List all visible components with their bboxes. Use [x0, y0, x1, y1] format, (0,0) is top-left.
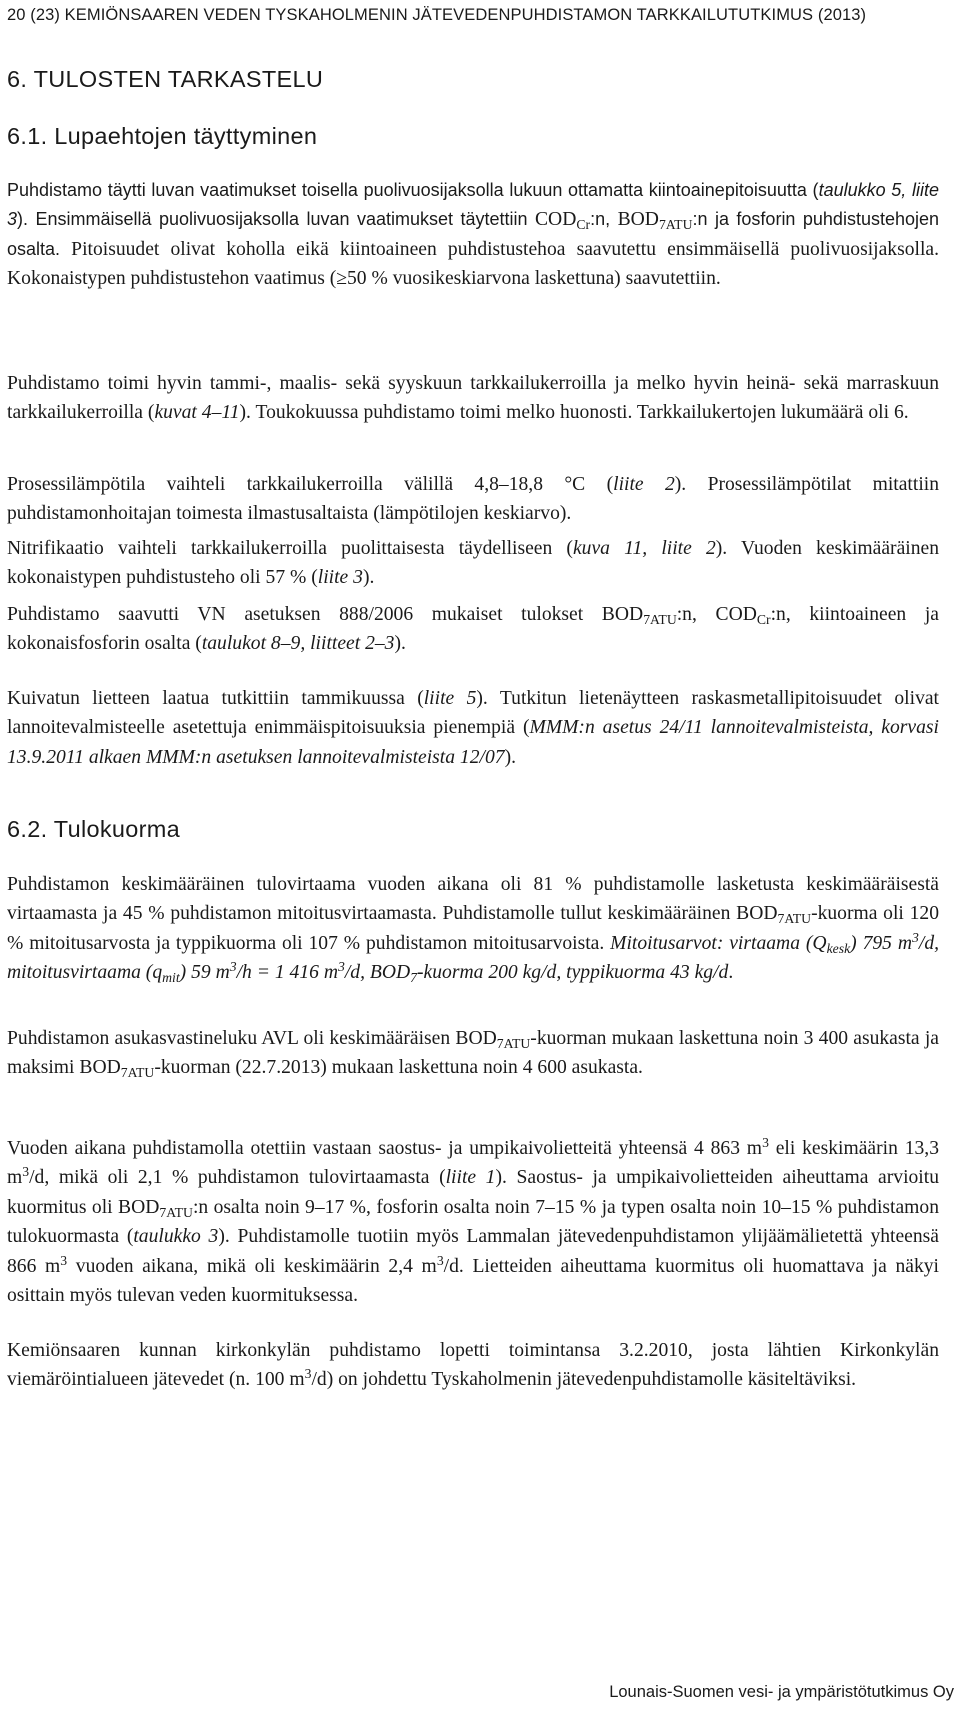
paragraph-1: Puhdistamo täytti luvan vaatimukset toisella puolivuosijaksolla lukuun ottamatta kiintoainepitoisuutta (taulukko 5, liite 3). Ensimmäisellä puolivuosijaksolla luvan vaatimukset täytettiin $COD_{Cr}:n$, $BOD_{7ATU}:n$ ja fosforin puhdistustehojen osalta. Pitoisuudet olivat koholla eikä kiintoaineen puhdistustehoa saavutettu ensimmäisellä puolivuosijaksolla. Kokonaistypen puhdistustehon vaatimus (≥50 % vuosikeskiarvona laskettuna) saavutettiin. [7, 180, 940, 290]
paragraph-3: Prosessilämpötila vaihteli tarkkailukerroilla välillä 4,8–18,8 °C (liite 2). Prosessilämpötilat mitattiin puhdistamonhoitajan toimesta ilmastusaltaista (lämpötilojen keskiarvo). [7, 474, 939, 525]
paragraph-7: Puhdistamon keskimääräinen tulovirtaama vuoden aikana oli 81 % puhdistamolle lasketusta keskimääräisestä virtaamasta ja 45 % puhdistamon mitoitusvirtaamasta. Puhdistamolle tullut keskimääräinen $BOD_{7ATU}$-kuorma oli 120 % mitoitusarvosta ja typpikuorma oli 107 % puhdistamon mitoitusarvoista. Mitoitusarvot: virtaama $(Q_{kesk})$ 795 $m^3/d$, mitoitusvirtaama $(q_{mit})$ 59 $m^3/h = 1$ 416 $m^3/d$, $BOD_7$-kuorma 200 kg/d, typpikuorma 43 kg/d. [7, 874, 940, 986]
page-footer: Lounais-Suomen vesi- ja ympäristötutkimus Oy [609, 1683, 954, 1701]
paragraph-8: Puhdistamon asukasvastineluku AVL oli keskimääräisen $BOD_{7ATU}$-kuorman mukaan laskettuna noin 3 400 asukasta ja maksimi $BOD_{7ATU}$-kuorman (22.7.2013) mukaan laskettuna noin 4 600 asukasta. [7, 1028, 939, 1081]
paragraph-10: Kemiönsaaren kunnan kirkonkylän puhdistamo lopetti toimintansa 3.2.2010, josta lähtien Kirkonkylän viemäröintialueen jätevedet (n. 100 $m^3/d$) on johdettu Tyskaholmenin jätevedenpuhdistamolle käsiteltäviksi. [7, 1340, 939, 1391]
subsection-title-6-2: 6.2. Tulokuorma [7, 816, 181, 842]
section-title: 6. TULOSTEN TARKASTELU [7, 66, 324, 92]
paragraph-6: Kuivatun lietteen laatua tutkittiin tammikuussa (liite 5). Tutkitun lietenäytteen raskasmetallipitoisuudet olivat lannoitevalmisteelle asetettuja enimmäispitoisuuksia pienempiä (MMM:n asetus 24/11 lannoitevalmisteista, korvasi 13.9.2011 alkaen MMM:n asetuksen lannoitevalmisteista 12/07). [7, 688, 939, 768]
paragraph-9: Vuoden aikana puhdistamolla otettiin vastaan saostus- ja umpikaivolietteitä yhteensä 4 863 $m^3$ eli keskimäärin 13,3 $m^3/d$, mikä oli 2,1 % puhdistamon tulovirtaamasta (liite 1). Saostus- ja umpikaivolietteiden aiheuttama arvioitu kuormitus oli $BOD_{7ATU}:n$ osalta noin 9–17 %, fosforin osalta noin 7–15 % ja typen osalta noin 10–15 % puhdistamon tulokuormasta (taulukko 3). Puhdistamolle tuotiin myös Lammalan jätevedenpuhdistamon ylijäämälietettä yhteensä 866 $m^3$ vuoden aikana, mikä oli keskimäärin 2,4 $m^3/d$. Lietteiden aiheuttama kuormitus oli huomattava ja näkyi osittain myös tulevan veden kuormituksessa. [7, 1135, 940, 1307]
subsection-title-6-1: 6.1. Lupaehtojen täyttyminen [7, 123, 318, 149]
paragraph-2: Puhdistamo toimi hyvin tammi-, maalis- sekä syyskuun tarkkailukerroilla ja melko hyvin heinä- sekä marraskuun tarkkailukerroilla (kuvat 4–11). Toukokuussa puhdistamo toimi melko huonosti. Tarkkailukertojen lukumäärä oli 6. [7, 373, 939, 424]
page-header: 20 (23) KEMIÖNSAAREN VEDEN TYSKAHOLMENIN JÄTEVEDENPUHDISTAMON TARKKAILUTUTKIMUS (2013) [7, 6, 867, 24]
paragraph-4: Nitrifikaatio vaihteli tarkkailukerroilla puolittaisesta täydelliseen (kuva 11, liite 2). Vuoden keskimääräinen kokonaistypen puhdistusteho oli 57 % (liite 3). [7, 538, 939, 589]
paragraph-5: Puhdistamo saavutti VN asetuksen 888/2006 mukaiset tulokset $BOD_{7ATU}:n$, $COD_{Cr}:n$, kiintoaineen ja kokonaisfosforin osalta (taulukot 8–9, liitteet 2–3). [7, 604, 939, 655]
